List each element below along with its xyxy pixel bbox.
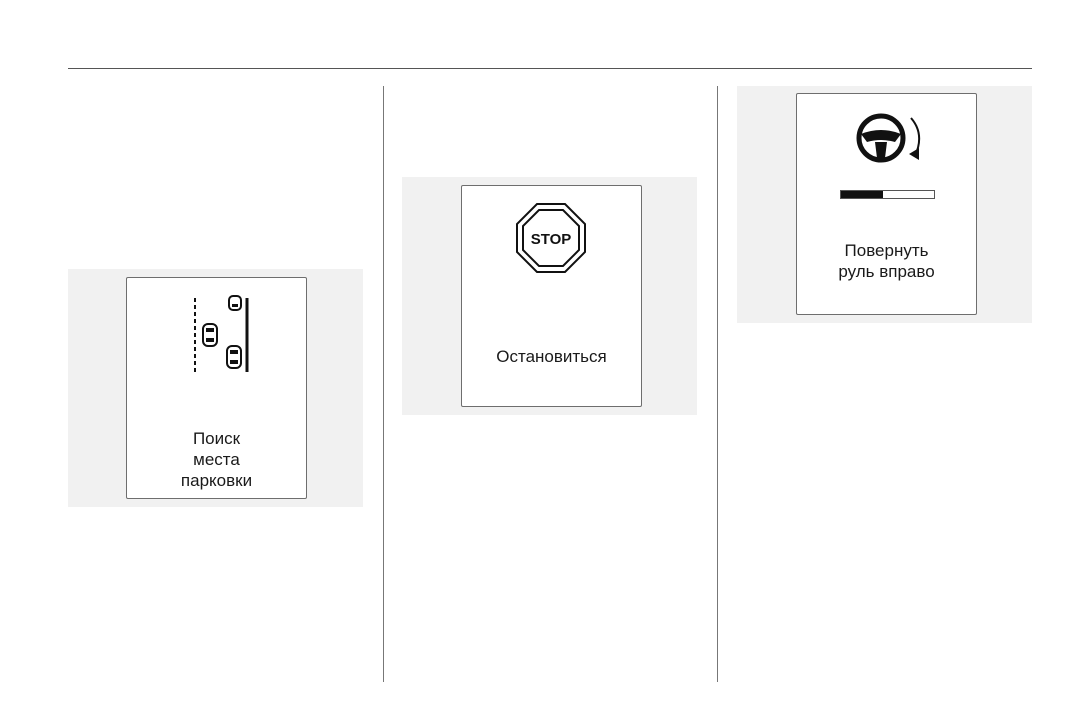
figure-parking-search: [68, 269, 363, 507]
stop-sign-icon: [515, 202, 587, 274]
display-panel: [126, 277, 307, 499]
display-panel: [796, 93, 977, 315]
turn-progress-bar: [840, 190, 935, 199]
figure-steer-right: [737, 86, 1032, 323]
column-divider-1: [383, 86, 384, 682]
caption-line: места: [193, 450, 240, 469]
caption-steer-right: [797, 240, 976, 282]
header-rule: [68, 68, 1032, 69]
caption-line: руль вправо: [838, 262, 935, 281]
caption-parking-search: [127, 428, 306, 491]
stop-sign-text: STOP: [530, 231, 572, 248]
turn-progress-fill: [841, 191, 883, 198]
column-divider-2: [717, 86, 718, 682]
caption-stop: [462, 346, 641, 367]
parking-lane-cars-icon: [189, 294, 253, 376]
display-panel: [461, 185, 642, 407]
steering-wheel-clockwise-icon: [855, 112, 935, 168]
figure-stop: [402, 177, 697, 415]
caption-line: Повернуть: [844, 241, 929, 260]
caption-line: парковки: [180, 471, 253, 490]
caption-line: Остановиться: [496, 347, 607, 366]
caption-line: Поиск: [192, 429, 241, 448]
